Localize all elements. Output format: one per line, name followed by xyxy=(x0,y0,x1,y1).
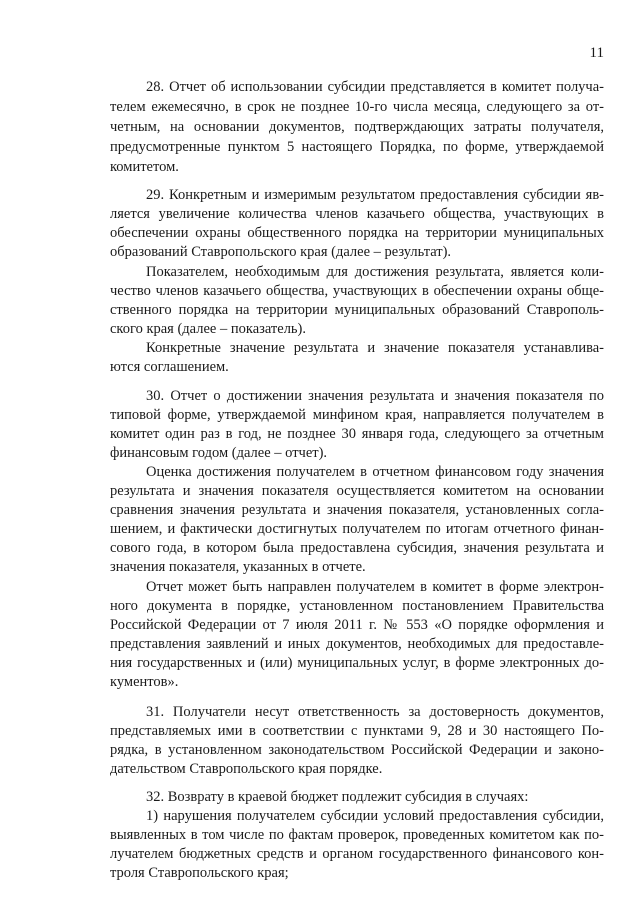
indicator-paragraph-line: чество членов казачьего общества, участвующих в обеспечении охраны обще- xyxy=(110,283,604,299)
electronic-report-paragraph-line: Российской Федерации от 7 июля 2011 г. № 553 «О порядке оформления и xyxy=(110,617,604,633)
paragraph-28-line: четным, на основании документов, подтверждающих затраты получателя, xyxy=(110,119,604,135)
paragraph-28-line: 28. Отчет об использовании субсидии представляется в комитет получа- xyxy=(146,79,604,95)
subitem-1-line: 1) нарушения получателем субсидии условий предоставления субсидии, xyxy=(146,808,604,824)
indicator-paragraph-line: Показателем, необходимым для достижения результата, является коли- xyxy=(146,264,604,280)
paragraph-31-line: 31. Получатели несут ответственность за достоверность документов, xyxy=(146,704,604,720)
electronic-report-paragraph-line: представления заявлений и иных документов, необходимых для предоставле- xyxy=(110,636,604,652)
electronic-report-paragraph-line: ного документа в порядке, установленном постановлением Правительства xyxy=(110,598,604,614)
paragraph-30-line: комитет один раз в год, не позднее 30 января года, следующего за отчетным xyxy=(110,426,604,442)
electronic-report-paragraph-line: кументов». xyxy=(110,674,179,690)
paragraph-30-line: финансовым годом (далее – отчет). xyxy=(110,445,328,461)
evaluation-paragraph-line: сового года, в котором была предоставлена субсидия, значения результата и xyxy=(110,540,604,556)
subitem-1-line: лучателем бюджетных средств и органом государственного финансового кон- xyxy=(110,846,604,862)
paragraph-28-line: телем ежемесячно, в срок не позднее 10-го числа месяца, следующего за от- xyxy=(110,99,604,115)
paragraph-29-line: обеспечении охраны общественного порядка на территории муниципальных xyxy=(110,225,604,241)
electronic-report-paragraph-line: ния государственных и (или) муниципальных услуг, в форме электронных до- xyxy=(110,655,604,671)
paragraph-32-line: 32. Возврату в краевой бюджет подлежит субсидия в случаях: xyxy=(146,789,529,805)
paragraph-28-line: предусмотренные пунктом 5 настоящего Порядка, по форме, утверждаемой xyxy=(110,139,604,155)
evaluation-paragraph-line: результата и значения показателя осуществляется комитетом на основании xyxy=(110,483,604,499)
paragraph-29-line: образований Ставропольского края (далее – результат). xyxy=(110,244,452,260)
agreement-paragraph-line: Конкретные значение результата и значение показателя устанавлива- xyxy=(146,340,604,356)
evaluation-paragraph-line: сравнения значения результата и значения показателя, установленных согла- xyxy=(110,502,604,518)
paragraph-30-line: 30. Отчет о достижении значения результата и значения показателя по xyxy=(146,388,604,404)
paragraph-30-line: типовой форме, утверждаемой минфином края, направляется получателем в xyxy=(110,407,604,423)
paragraph-28-line: комитетом. xyxy=(110,159,179,175)
subitem-1-line: троля Ставропольского края; xyxy=(110,865,289,881)
page-number: 11 xyxy=(589,45,604,61)
subitem-1-line: выявленных в том числе по фактам проверок, проведенных комитетом как по- xyxy=(110,827,604,843)
paragraph-29-line: 29. Конкретным и измеримым результатом предоставления субсидии яв- xyxy=(146,187,604,203)
evaluation-paragraph-line: шением, и фактически достигнутых получателем по итогам отчетного финан- xyxy=(110,521,604,537)
paragraph-31-line: дательством Ставропольского края порядке. xyxy=(110,761,383,777)
paragraph-31-line: представляемых ими в соответствии с пунктами 9, 28 и 30 настоящего По- xyxy=(110,723,604,739)
evaluation-paragraph-line: Оценка достижения получателем в отчетном финансовом году значения xyxy=(146,464,604,480)
paragraph-29-line: ляется увеличение количества членов казачьего общества, участвующих в xyxy=(110,206,604,222)
agreement-paragraph-line: ются соглашением. xyxy=(110,359,229,375)
paragraph-31-line: рядка, в установленном законодательством Российской Федерации и законо- xyxy=(110,742,604,758)
electronic-report-paragraph-line: Отчет может быть направлен получателем в комитет в форме электрон- xyxy=(146,579,604,595)
evaluation-paragraph-line: значения показателя, указанных в отчете. xyxy=(110,559,366,575)
indicator-paragraph-line: ского края (далее – показатель). xyxy=(110,321,306,337)
indicator-paragraph-line: ственного порядка на территории муниципальных образований Ставрополь- xyxy=(110,302,604,318)
